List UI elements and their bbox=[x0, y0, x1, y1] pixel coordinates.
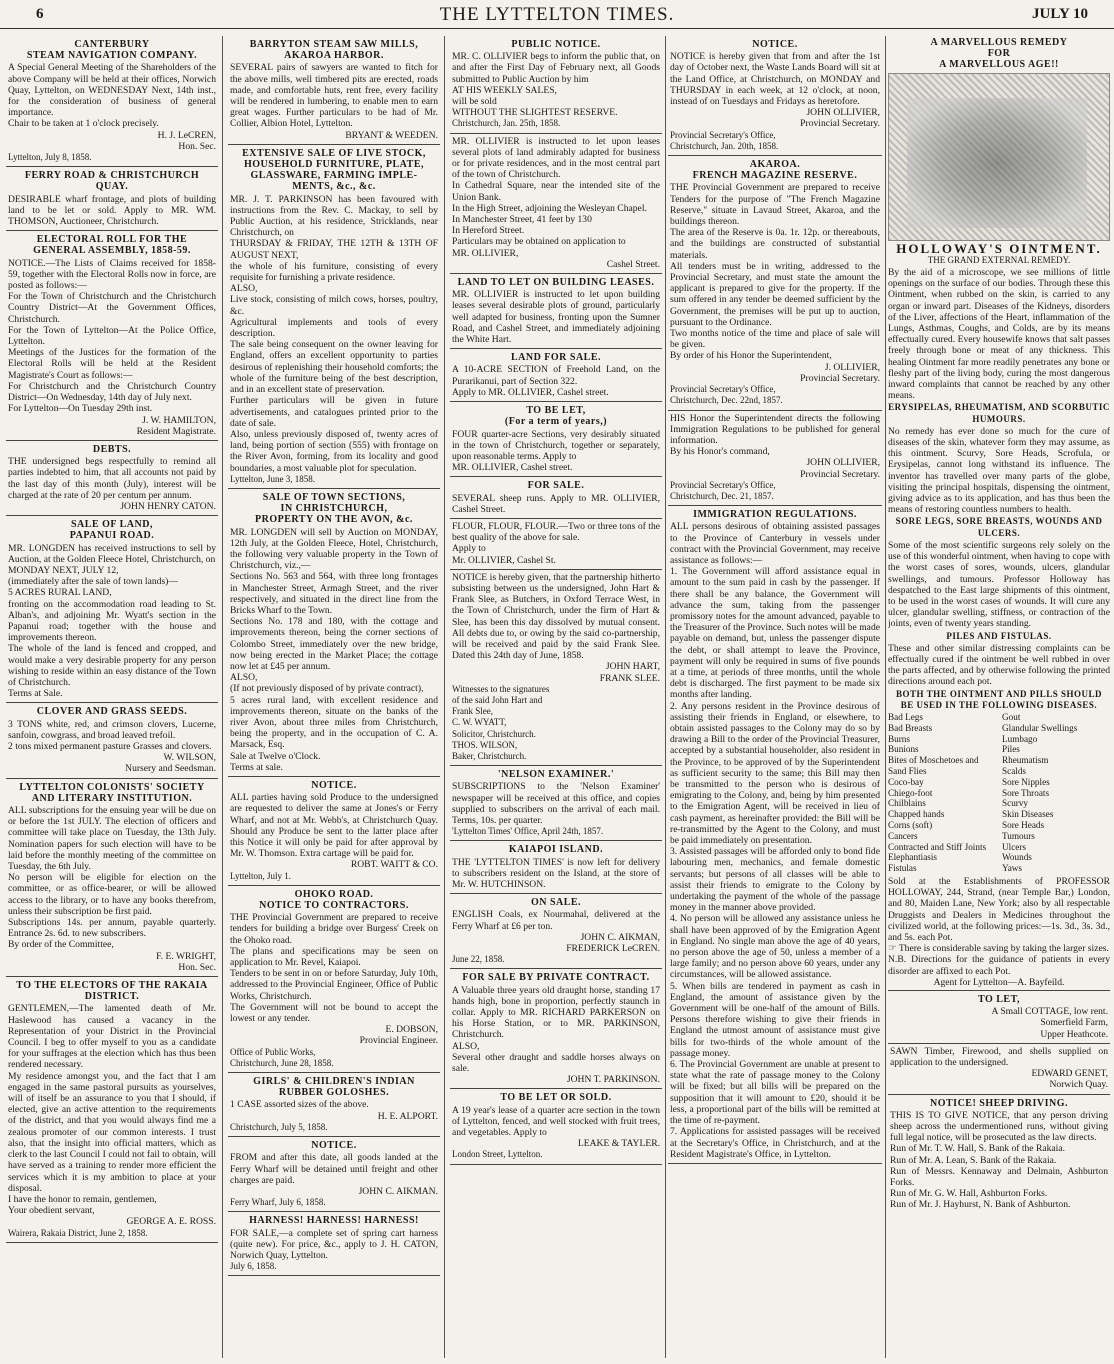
ad-signature: W. WILSON, Nursery and Seedsman. bbox=[125, 752, 216, 775]
ad-body: SEVERAL sheep runs. Apply to MR. OLLIVIER, Cashel Street. bbox=[452, 492, 660, 515]
advertisement bbox=[228, 1212, 440, 1276]
ad-signature: H. E. ALPORT. bbox=[377, 1110, 438, 1122]
ad-body: SUBSCRIPTIONS to the 'Nelson Examiner' newspaper will be received at this office, and copies supplied to subscribers on the arrival of each mail. Terms, 10s. per quarter. bbox=[452, 781, 660, 826]
ad-signature: J. OLLIVIER, Provincial Secretary. bbox=[800, 361, 880, 384]
ad-signature: Cashel Street. bbox=[606, 258, 660, 270]
column-5 bbox=[888, 36, 1110, 1358]
sheep-notice bbox=[888, 1095, 1110, 1214]
ad-body: MR. J. T. PARKINSON has been favoured with instructions from the Rev. C. Mackay, to sell by Public Auction, at his residence, Stricklands, near Christchurch, on THURSDAY & FRIDAY, THE 12TH & 13TH OF AUGUST NEXT, the whole of his furniture, consisting of every requisite for furnishing a private residence. ALSO, Live stock, consisting of milch cows, horses, poultry, &c. Agricultural implements and tools of every description. The sale being consequent on the owner leaving for England, offers an excellent opportunity to parties desirous of replenishing their household comforts; the whole of the furniture being of the best description, and in an excellent state of preservation. Further particulars will be given in future advertisements, and catalogues printed prior to the date of sale. Also, unless previously disposed of, twenty acres of land, being portion of section (555) with frontage on the River Avon, forming, from its locality and good boundaries, a most valuable plot for speculation. bbox=[230, 193, 438, 474]
ad-body: ALL persons desirous of obtaining assisted passages to the Province of Canterbury in vessels under contract with the Provincial Government, may receive assistance as follows:— 1. The Government will afford assistance equal in amount to the sum paid in cash by the passenger. If there shall be any balance, the Government will advance the sum, taking from the passenger promissory notes for the amount advanced, payable to the Treasurer of the Province. Such notes will be made payable on demand, but, unless the passenger dispute the debt, or shall attempt to leave the Province, payment will only be required in sums of five pounds at a time, at periods of three months, until the whole debt is discharged. The first payment to be made six months after landing. 2. Any persons resident in the Province desirous of assisting their friends in England, or elsewhere, to obtain assisted passages to the Colony may do so by drawing a Bill to the order of the Provincial Treasurer, accepted by a substantial householder, also resident in the Province, to be approved of by the Superintendent as sufficient security to the same; this Bill may then be transmitted to the person who is desirous of emigrating to the Colony, and, being by him presented to the Emigration Agent, will be received in lieu of cash payment, as hereinafter provided: the Bill will be re-transmitted by the Agent to the Colony, and must be paid immediately on presentation. 3. Assisted passages will be afforded only to bond fide labouring men, mechanics, and female domestic servants; but persons of all classes will be able to assist their friends to emigrate to the Colony by undertaking the payment of the whole of the passage money in the manner above provided. 4. No person will be allowed any assistance unless he shall have been approved of by the Emigration Agent in England. No single man above the age of 40 years, no person above the age of 50, unless a member of a large family; and no person above 60 years, under any circumstances, will be allowed assistance. 5. When bills are tendered in payment as cash in England, the amount of assistance given by the Government will be one-half of the amount of Bills. Persons therefore wishing to give their friends in England the utmost amount of assistance must give bills for two-thirds of the whole amount of the passage money. 6. The Provincial Government are unable at present to state what the rate of passage money to the Colony will be fixed; but all bills will be prepared on the supposition that it will amount to £20, should it be less, a proportional part of the bills will be remitted at the time of re-payment. 7. Applications for assisted passages will be received at the Secretary's Office, in Christchurch, and at the Resident Magistrate's Office, in Lyttelton. bbox=[670, 521, 880, 1160]
sore-legs-heading: SORE LEGS, SORE BREASTS, WOUNDS AND ULCERS. bbox=[895, 516, 1103, 538]
disease-item: Bunions bbox=[888, 744, 919, 755]
advertisement bbox=[450, 969, 662, 1089]
masthead bbox=[0, 0, 1114, 29]
cottage-heading: TO LET, bbox=[977, 993, 1021, 1005]
ad-heading: EXTENSIVE SALE OF LIVE STOCK, HOUSEHOLD FURNITURE, PLATE, GLASSWARE, FARMING IMPLE- MENTS, &c., &c. bbox=[242, 147, 426, 193]
ad-footer: Christchurch, Jan. 25th, 1858. bbox=[452, 118, 561, 129]
ad-heading: NOTICE. bbox=[311, 780, 357, 791]
advertisement bbox=[450, 894, 662, 969]
engraving-illustration bbox=[888, 73, 1110, 241]
ad-footer: Provincial Secretary's Office, Christchurch, Jan. 20th, 1858. bbox=[670, 129, 779, 151]
advertisement bbox=[450, 134, 662, 274]
disease-item: Piles bbox=[1002, 744, 1020, 755]
sheep-heading: NOTICE! SHEEP DRIVING. bbox=[930, 1097, 1068, 1109]
ad-heading: DEBTS. bbox=[92, 443, 132, 455]
advertisement bbox=[6, 167, 218, 231]
advertisement bbox=[450, 349, 662, 402]
holloway-headline: HOLLOWAY'S OINTMENT. bbox=[896, 240, 1102, 256]
ad-heading: SALE OF TOWN SECTIONS, IN CHRISTCHURCH, PROPERTY ON THE AVON, &c. bbox=[255, 491, 413, 526]
ad-footer: July 6, 1858. bbox=[230, 1261, 277, 1272]
ad-body: GENTLEMEN,—The lamented death of Mr. Haslewood has caused a vacancy in the Representation of your District in the Provincial Council. I beg to offer myself to you as a candidate for your suffrages at the election which has thus been rendered necessary. My residence amongst you, and the fact that I am engaged in the same pastoral pursuits as yourselves, will of itself be an assurance to you that I should, if elected, give an active attention to the requirements of the district, and that you would always find me a zealous promoter of our common interests. I trust also, that the insight into official matters, which as clerk to the last Council I could not fail to obtain, will have served as a training to render more efficient the services which it is my ambition to place at your disposal. I have the honor to remain, gentlemen, Your obedient servant, bbox=[8, 1003, 216, 1217]
advertisement bbox=[668, 506, 882, 1164]
ad-heading: PUBLIC NOTICE. bbox=[511, 39, 601, 50]
ad-footer: Lyttelton, June 3, 1858. bbox=[230, 473, 315, 484]
ad-heading: KAIAPOI ISLAND. bbox=[508, 844, 604, 856]
ad-signature: JOHN HENRY CATON. bbox=[120, 500, 216, 512]
ad-signature: F. E. WRIGHT, Hon. Sec. bbox=[156, 950, 216, 973]
ad-signature: H. J. LeCREN, Hon. Sec. bbox=[157, 129, 216, 152]
disease-item: Chilblains bbox=[888, 798, 926, 809]
ad-heading: 'NELSON EXAMINER.' bbox=[497, 769, 615, 781]
diseases-heading: BOTH THE OINTMENT AND PILLS SHOULD BE USED IN THE FOLLOWING DISEASES. bbox=[896, 688, 1102, 710]
column-2 bbox=[228, 36, 440, 1358]
disease-item: Bad Breasts bbox=[888, 722, 933, 733]
ad-heading: CLOVER AND GRASS SEEDS. bbox=[36, 706, 188, 718]
disease-item: Yaws bbox=[1002, 863, 1023, 874]
disease-item: Skin Diseases bbox=[1002, 809, 1054, 820]
disease-item: Chiego-foot bbox=[888, 787, 933, 798]
advertisement bbox=[450, 477, 662, 519]
advertisement bbox=[6, 779, 218, 977]
ad-signature: JOHN OLLIVIER, Provincial Secretary. bbox=[800, 107, 880, 130]
disease-item: Burns bbox=[888, 733, 910, 744]
disease-item: Coco-bay bbox=[888, 776, 924, 787]
ad-heading: TO BE LET OR SOLD. bbox=[500, 1092, 612, 1104]
disease-item: Bad Legs bbox=[888, 711, 923, 722]
advertisement bbox=[228, 36, 440, 145]
ad-body: 1 CASE assorted sizes of the above. bbox=[230, 1099, 369, 1111]
ad-body: NOTICE is hereby given that from and after the 1st day of October next, the Waste Lands Board will sit at the Land Office, at Christchurch, on MONDAY and THURSDAY in each week, at 12 o'clock, at noon, instead of on Tuesdays and Fridays as heretofore. bbox=[670, 51, 880, 108]
ad-body: A 19 year's lease of a quarter acre section in the town of Lyttelton, fenced, and well stocked with fruit trees, and vegetables. Apply to bbox=[452, 1104, 660, 1139]
ad-signature: JOHN C. AIKMAN. bbox=[358, 1185, 438, 1197]
disease-item: Wounds bbox=[1002, 852, 1032, 863]
column-3 bbox=[450, 36, 662, 1358]
column-rule bbox=[885, 36, 886, 1358]
advertisement bbox=[228, 145, 440, 489]
ad-heading: AKAROA. FRENCH MAGAZINE RESERVE. bbox=[692, 159, 858, 182]
holloway-body: By the aid of a microscope, we see millions of little openings on the surface of our bodies. Through these this Ointment, when rubbed on the skin, is carried to any organ or inward part. Diseases of the Kidneys, disorders of the Liver, affections of the Heart, inflammation of the Lungs, Asthmas, Coughs, and Colds, are by its means effectually cured. Every housewife knows that salt passes freely through bone or meat of any thickness. This healing Ointment far more readily penetrates any bone or fleshy part of the living body, curing the most dangerous inward complaints that cannot be reached by any other means. bbox=[888, 267, 1110, 402]
advertisement bbox=[6, 231, 218, 441]
ad-body: ALL subscriptions for the ensuing year will be due on or before the 1st JULY. The election of officers and committee will take place on Tuesday, the 13th July. Nomination papers for such election will have to be laid before the monthly meeting of the committee on Tuesday, the 6th July. No person will be eligible for election on the committee, or as office-bearer, or will be allowed access to the library, or to have any books therefrom, unless their subscription be first paid. Subscriptions 14s. per annum, payable quarterly. Entrance 2s. 6d. to new subscribers. By order of the Committee, bbox=[8, 805, 216, 951]
disease-item: Ulcers bbox=[1002, 841, 1026, 852]
piles-heading: PILES AND FISTULAS. bbox=[946, 630, 1052, 641]
sheep-body: THIS IS TO GIVE NOTICE, that any person driving sheep across the undermentioned runs, without giving full legal notice, will be prosecuted as the law directs. Run of Mr. T. W. Hall, S. Bank of the Rakaia. Run of Mr. A. Lean, S. Bank of the Rakaia. Run of Messrs. Kennaway and Delmain, Ashburton Forks. Run of Mr. G. W. Hall, Ashburton Forks. Run of Mr. J. Hayhurst, N. Bank of Ashburton. bbox=[890, 1109, 1108, 1211]
advertisement bbox=[668, 156, 882, 410]
ad-body: SEVERAL pairs of sawyers are wanted to fitch for the above mills, well timbered pits are erected, roads made, and comfortable huts, rent free, every facility will be rendered in lumbering, to enable men to earn great wages. Further particulars to be had of Mr. Collier, Albion Hotel, Lyttelton. bbox=[230, 62, 438, 130]
ad-footer: Witnesses to the signatures of the said John Hart and Frank Slee, C. W. WYATT, Solicitor, Christchurch. THOS. WILSON, Baker, Christchurch. bbox=[452, 683, 550, 761]
timber-body: SAWN Timber, Firewood, and shells supplied on application to the undersigned. bbox=[890, 1045, 1108, 1068]
disease-item: Glandular Swellings bbox=[1002, 722, 1078, 733]
ad-heading: LAND FOR SALE. bbox=[510, 352, 602, 364]
ad-signature: GEORGE A. E. ROSS. bbox=[126, 1216, 216, 1228]
ad-body: THE Provincial Government are prepared to receive Tenders for the purpose of "The French Magazine Reserve," situate in Lavaud Street, Akaroa, and the buildings thereon. The area of the Reserve is 0a. 1r. 12p. or thereabouts, and the buildings are constructed of substantial materials. All tenders must be in writing, addressed to the Provincial Secretary, and must state the amount the applicant is prepared to give for the property. If the sum offered in any tender be deemed sufficient by the Government, the premises will be put up to auction, pursuant to the Ordinance. Two months notice of the time and place of sale will be given. By order of his Honor the Superintendent, bbox=[670, 182, 880, 362]
advertisement bbox=[450, 36, 662, 134]
ad-signature: J. W. HAMILTON, Resident Magistrate. bbox=[136, 414, 216, 437]
ad-heading: ON SALE. bbox=[530, 897, 582, 909]
advertisement bbox=[6, 977, 218, 1243]
ad-signature: JOHN OLLIVIER, Provincial Secretary. bbox=[800, 457, 880, 480]
ad-heading: FOR SALE. bbox=[527, 480, 585, 492]
advertisement bbox=[6, 516, 218, 703]
column-rule bbox=[222, 36, 223, 1358]
ad-body: MR. OLLIVIER is instructed to let upon leases several plots of land admirably adapted for business or for private residences, and in the most central part of the town of Christchurch. In Cathedral Square, near the intended site of the Union Bank. In the High Street, adjoining the Wesleyan Chapel. In Manchester Street, 41 feet by 130 In Hereford Street. Particulars may be obtained on application to MR. OLLIVIER, bbox=[452, 135, 660, 259]
advertisement bbox=[450, 841, 662, 894]
disease-item: Sore Heads bbox=[1002, 819, 1045, 830]
ad-body: THE Provincial Government are prepared to receive tenders for building a bridge over Burgess' Creek on the Ohoko road. The plans and specifications may be seen on application to Mr. Revel, Kaiapoi. Tenders to be sent in on or before Saturday, July 10th, addressed to the Provincial Engineer, Office of Public Works, Christchurch. The Government will not be bound to accept the lowest or any tender. bbox=[230, 912, 438, 1025]
column-4 bbox=[668, 36, 882, 1358]
disease-item: Fistulas bbox=[888, 863, 917, 874]
advertisement bbox=[668, 411, 882, 507]
ad-footer: London Street, Lyttelton. bbox=[452, 1149, 543, 1160]
ad-footer: Christchurch, July 5, 1858. bbox=[230, 1121, 328, 1132]
ad-body: NOTICE.—The Lists of Claims received for 1858-59, together with the Electoral Rolls now in force, are posted as follows:— For the Town of Christchurch and the Christchurch Country District—At the Government Offices, Christchurch. For the Town of Lyttelton—At the Police Office, Lyttelton. Meetings of the Justices for the formation of the Electoral Rolls will be held at the Resident Magistrate's Court as follows:— For Christchurch and the Christchurch Country District—On Wednesday, 14th day of July next. For Lyttelton—On Tuesday 29th inst. bbox=[8, 257, 216, 415]
disease-item: Scalds bbox=[1002, 765, 1026, 776]
column-1 bbox=[6, 36, 218, 1358]
ad-heading: FERRY ROAD & CHRISTCHURCH QUAY. bbox=[24, 170, 200, 193]
advertisement bbox=[450, 519, 662, 570]
ad-heading: OHOKO ROAD. NOTICE TO CONTRACTORS. bbox=[259, 888, 409, 912]
ad-body: FOR SALE,—a complete set of spring cart harness (quite new). For price, &c., apply to J. H. CATON, Norwich Quay, Lyttelton. bbox=[230, 1227, 438, 1261]
disease-item: Tumours bbox=[1002, 830, 1035, 841]
disease-item: Gout bbox=[1002, 711, 1021, 722]
ad-footer: Provincial Secretary's Office, Christchurch, Dec. 21, 1857. bbox=[670, 479, 776, 501]
ad-signature: LEAKE & TAYLER. bbox=[577, 1138, 660, 1150]
ad-footer: Provincial Secretary's Office, Christchurch, Dec. 22nd, 1857. bbox=[670, 384, 783, 406]
timber-signature: EDWARD GENET, Norwich Quay. bbox=[1031, 1068, 1108, 1091]
ad-footer: Office of Public Works, Christchurch, June 28, 1858. bbox=[230, 1046, 334, 1068]
ad-footer: Ferry Wharf, July 6, 1858. bbox=[230, 1197, 326, 1208]
column-rule bbox=[665, 36, 666, 1358]
ad-heading: SALE OF LAND, PAPANUI ROAD. bbox=[69, 519, 155, 542]
ad-footer: 'Lyttelton Times' Office, April 24th, 1857. bbox=[452, 826, 604, 837]
ad-footer: Lyttelton, July 8, 1858. bbox=[8, 152, 92, 163]
ad-body: MR. C. OLLIVIER begs to inform the public that, on and after the First Day of February next, all Goods submitted to Public Auction by him AT HIS WEEKLY SALES, will be sold WITHOUT THE SLIGHTEST RESERVE. bbox=[452, 51, 660, 119]
disease-item: Elephantiasis bbox=[888, 852, 937, 863]
advertisement bbox=[450, 1089, 662, 1164]
ad-signature: E. DOBSON, Provincial Engineer. bbox=[359, 1024, 438, 1047]
ad-body: FLOUR, FLOUR, FLOUR.—Two or three tons of the best quality of the above for sale. Apply to Mr. OLLIVIER, Cashel St. bbox=[452, 520, 660, 566]
ad-signature: ROBT. WAITT & CO. bbox=[350, 859, 438, 871]
disease-item: Scurvy bbox=[1002, 798, 1029, 809]
ad-body: MR. LONGDEN has received instructions to sell by Auction, at the Golden Fleece Hotel, Christchurch, on MONDAY NEXT, JULY 12, (immediately after the sale of town lands)— 5 ACRES RURAL LAND, fronting on the accommodation road leading to St. Alban's, and adjoining Mr. Wyatt's section in the Papanui road; together with the house and improvements thereon. The whole of the land is fenced and cropped, and would make a very desirable property for any person wishing to reside within an easy distance of the Town of Christchurch. Terms at Sale. bbox=[8, 542, 216, 700]
advertisement bbox=[6, 441, 218, 516]
ad-heading: NOTICE. bbox=[311, 1140, 357, 1152]
ad-body: NOTICE is hereby given, that the partnership hitherto subsisting between us the undersigned, John Hart & Frank Slee, as Butchers, in Oxford Terrace West, in the Town of Christchurch, under the firm of Hart & Slee, has been this day dissolved by mutual consent. All debts due to, or owing by the said co-partnership, will be received and paid by the said Frank Slee. Dated this 24th day of June, 1858. bbox=[452, 571, 660, 662]
disease-item: Cancers bbox=[888, 830, 918, 841]
disease-item: Sore Throats bbox=[1002, 787, 1050, 798]
page-number: 6 bbox=[36, 6, 44, 22]
ad-body: A Special General Meeting of the Shareholders of the above Company will be held at their offices, Norwich Quay, Lyttelton, on WEDNESDAY Next, 14th inst., for the consideration of business of general importance. Chair to be taken at 1 o'clock precisely. bbox=[8, 62, 216, 130]
advertisement bbox=[668, 36, 882, 156]
holloway-subhead: THE GRAND EXTERNAL REMEDY. bbox=[927, 254, 1071, 265]
cottage-body: A Small COTTAGE, low rent. Somerfield Farm, Upper Heathcote. bbox=[991, 1006, 1108, 1040]
ad-heading: HARNESS! HARNESS! HARNESS! bbox=[249, 1215, 419, 1227]
ad-body: MR. LONGDEN will sell by Auction on MONDAY, 12th July, at the Golden Fleece, Hotel, Christchurch, the following very valuable property in the Town of Christchurch, viz.,— Sections No. 563 and 564, with three long frontages in Manchester Street, Armagh Street, and the river respectively, and situated in the direct line from the Bricks Wharf to the Town. Sections No. 178 and 180, with the cottage and improvements thereon, being the corner sections of Colombo Street, immediately over the new bridge, now being erected in the Market Place; the cottage now let at £45 per annum. ALSO, (If not previously disposed of by private contract), 5 acres rural land, with excellent residence and improvements thereon, situate on the banks of the river Avon, about three miles from Christchurch, being the property, and in the occupation of C. A. Marsack, Esq. Sale at Twelve o'Clock. Terms at sale. bbox=[230, 526, 438, 773]
ad-body: A 10-ACRE SECTION of Freehold Land, on the Purarikanui, part of Section 322. Apply to MR. OLLIVIER, Cashel street. bbox=[452, 364, 660, 398]
erysipelas-heading: ERYSIPELAS, RHEUMATISM, AND SCORBUTIC HUMOURS. bbox=[888, 402, 1110, 424]
advertisement bbox=[228, 1073, 440, 1137]
agent-line: Agent for Lyttelton—A. Bayfeild. bbox=[933, 976, 1065, 988]
ad-body: A Valuable three years old draught horse, standing 17 hands high, bone in proportion, perfectly staunch in collar. Apply to MR. RICHARD PARKERSON on his Horse Station, or to MR. PARKINSON, Christchurch. ALSO, Several other draught and saddle horses always on sale. bbox=[452, 984, 660, 1075]
ad-signature: JOHN T. PARKINSON. bbox=[566, 1074, 660, 1086]
ad-body: HIS Honor the Superintendent directs the following Immigration Regulations to be published for general information. By his Honor's command, bbox=[670, 412, 880, 458]
advertisement bbox=[228, 777, 440, 886]
disease-item: Corns (soft) bbox=[888, 819, 933, 830]
ad-heading: FOR SALE BY PRIVATE CONTRACT. bbox=[462, 972, 650, 984]
advertisement bbox=[6, 36, 218, 167]
ad-heading: TO THE ELECTORS OF THE RAKAIA DISTRICT. bbox=[16, 980, 208, 1003]
advertisement bbox=[450, 402, 662, 477]
ad-body: FROM and after this date, all goods landed at the Ferry Wharf will be detained until freight and other charges are paid. bbox=[230, 1152, 438, 1186]
column-rule bbox=[444, 36, 445, 1358]
ad-footer: Wairera, Rakaia District, June 2, 1858. bbox=[8, 1227, 148, 1238]
ad-body: ENGLISH Coals, ex Nourmahal, delivered at the Ferry Wharf at £6 per ton. bbox=[452, 909, 660, 932]
ad-signature: BRYANT & WEEDEN. bbox=[345, 129, 438, 141]
ad-signature: JOHN C. AIKMAN, FREDERICK LeCREN. bbox=[566, 931, 660, 955]
advertisement bbox=[450, 766, 662, 841]
ad-body: THE undersigned begs respectfully to remind all parties indebted to him, that all accounts not paid by the last day of this month (July), interest will be charged at the rate of 20 per centum per annum. bbox=[8, 456, 216, 501]
erysipelas-body: No remedy has ever done so much for the cure of diseases of the skin, whatever form they may assume, as this ointment. Scurvy, Sore Heads, Scrofula, or Erysipelas, cannot long withstand its influence. The inventor has travelled over many parts of the globe, visiting the principal hospitals, dispensing the ointment, giving advice as to its application, and has thus been the means of restoring countless numbers to health. bbox=[888, 425, 1110, 516]
ad-heading: CANTERBURY STEAM NAVIGATION COMPANY. bbox=[26, 39, 198, 62]
disease-item: Chapped hands bbox=[888, 809, 945, 820]
ad-heading: GIRLS' & CHILDREN'S INDIAN RUBBER GOLOSHES. bbox=[253, 1076, 415, 1099]
cottage-ad bbox=[888, 990, 1110, 1044]
ad-footer: June 22, 1858. bbox=[452, 954, 505, 965]
ad-body: 3 TONS white, red, and crimson clovers, Lucerne, sanfoin, cowgrass, and broad leaved trefoil. 2 tons mixed permanent pasture Grasses and clovers. bbox=[8, 718, 216, 752]
remedy-headline: A MARVELLOUS REMEDY FOR A MARVELLOUS AGE!! bbox=[930, 37, 1068, 71]
ad-signature: JOHN HART, FRANK SLEE. bbox=[599, 661, 660, 684]
advertisement bbox=[450, 274, 662, 349]
ad-heading: LYTTELTON COLONISTS' SOCIETY AND LITERARY INSTITUTION. bbox=[19, 781, 205, 804]
disease-item: Lumbago bbox=[1002, 733, 1038, 744]
disease-item: Contracted and Stiff Joints bbox=[888, 841, 987, 852]
ad-body: FOUR quarter-acre Sections, very desirably situated in the town of Christchurch, together or separately, upon reasonable terms. Apply to MR. OLLIVIER, Cashel street. bbox=[452, 428, 660, 474]
advertisement bbox=[228, 1137, 440, 1212]
sore-legs-body: Some of the most scientific surgeons rely solely on the use of this wonderful ointment, when having to cope with the worst cases of sores, wounds, ulcers, glandular swellings, and tumours. Professor Holloway has despatched to the East large shipments of this ointment, to be used in the worst cases of wounds. It will cure any ulcer, glandular swelling, stiffness, or contraction of the joints, even of twenty years standing. bbox=[888, 539, 1110, 630]
ad-heading: TO BE LET, (For a term of years,) bbox=[504, 405, 608, 428]
newspaper-title: THE LYTTELTON TIMES. bbox=[439, 4, 675, 25]
timber-ad bbox=[888, 1044, 1110, 1095]
ad-heading: LAND TO LET ON BUILDING LEASES. bbox=[457, 277, 655, 289]
disease-item: Rheumatism bbox=[1002, 755, 1049, 766]
advertisement bbox=[228, 489, 440, 777]
disease-item: Bites of Moschetoes and Sand Flies bbox=[888, 755, 979, 776]
ad-body: MR. OLLIVIER is instructed to let upon building leases several desirable plots of ground, particularly well adapted for business, fronting upon the Sumner Road, and Cashel Street, and immediately adjoining the White Hart. bbox=[452, 289, 660, 346]
diseases-list bbox=[888, 712, 1110, 874]
advertisement bbox=[450, 570, 662, 766]
ad-heading: NOTICE. bbox=[752, 39, 798, 50]
ad-heading: BARRYTON STEAM SAW MILLS, AKAROA HARBOR. bbox=[249, 39, 419, 62]
sold-at-body: Sold at the Establishments of PROFESSOR HOLLOWAY, 244, Strand, (near Temple Bar,) London, and 80, Maiden Lane, New York; also by all respectable Druggists and Dealers in Medicines throughout the civilized world, at the following prices:—1s. 3d., 3s. 3d., and 5s. each Pot. ☞ There is considerable saving by taking the larger sizes. N.B. Directions for the guidance of patients in every disorder are affixed to each Pot. bbox=[888, 875, 1110, 977]
ad-body: ALL parties having sold Produce to the undersigned are requested to deliver the same at Jones's or Ferry Wharf, and not at Mr. Webb's, at Christchurch Quay. Should any Produce be sent to the latter place after this Notice it will only be paid for after approval by Mr. W. Thomson. Extra cartage will be paid for. bbox=[230, 792, 438, 860]
advertisement bbox=[6, 703, 218, 778]
ad-heading: ELECTORAL ROLL FOR THE GENERAL ASSEMBLY, 1858-59. bbox=[33, 234, 191, 257]
advertisement bbox=[228, 886, 440, 1073]
issue-date: JULY 10 bbox=[1032, 6, 1088, 22]
disease-item: Sore Nipples bbox=[1002, 776, 1050, 787]
ad-heading: IMMIGRATION REGULATIONS. bbox=[693, 509, 857, 521]
piles-body: These and other similar distressing complaints can be effectually cured if the ointment be well rubbed in over the parts affected, and by otherwise following the printed directions around each pot. bbox=[888, 642, 1110, 688]
ad-body: THE 'LYTTELTON TIMES' is now left for delivery to subscribers resident on the Island, at the store of Mr. W. HUTCHINSON. bbox=[452, 856, 660, 891]
ad-footer: Lyttelton, July 1. bbox=[230, 870, 292, 881]
ad-body: DESIRABLE wharf frontage, and plots of building land to be let or sold. Apply to MR. WM. THOMSON, Auctioneer, Christchurch. bbox=[8, 193, 216, 228]
